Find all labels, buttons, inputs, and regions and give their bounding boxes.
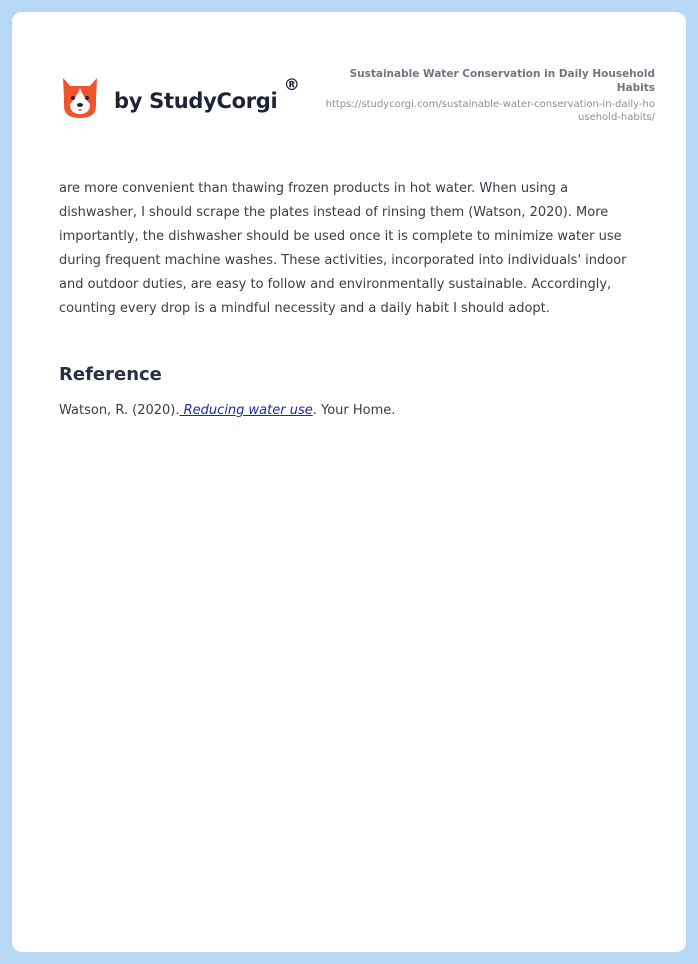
reference-author-year: Watson, R. (2020). (59, 403, 180, 418)
reference-entry (59, 399, 395, 423)
studycorgi-logo[interactable] (60, 75, 300, 120)
brand-text: by StudyCorgi (114, 89, 278, 113)
brand-name (114, 75, 300, 113)
body-paragraph: are more convenient than thawing frozen products in hot water. When using a dishwasher, I should scrape the plates instead of rinsing them (Watson, 2020). More importantly, the dishwasher should be used once it is complete to minimize water use during frequent machine washes. These activities, incorporated into individuals' indoor and outdoor duties, are easy to follow and environmentally sustainable. Accordingly, counting every drop is a mindful necessity and a daily habit I should adopt. (59, 181, 627, 316)
reference-link[interactable]: Reducing water use (179, 403, 313, 418)
document-info (325, 67, 655, 124)
document-title: Sustainable Water Conservation in Daily Household Habits (349, 68, 655, 94)
registered-mark: ® (283, 75, 300, 94)
document-url[interactable]: https://studycorgi.com/sustainable-water-conservation-in-daily-household-habits/ (325, 99, 655, 123)
corgi-icon (60, 76, 100, 120)
reference-source: . Your Home. (312, 403, 396, 418)
reference-heading: Reference (59, 364, 162, 385)
document-page (12, 12, 686, 952)
